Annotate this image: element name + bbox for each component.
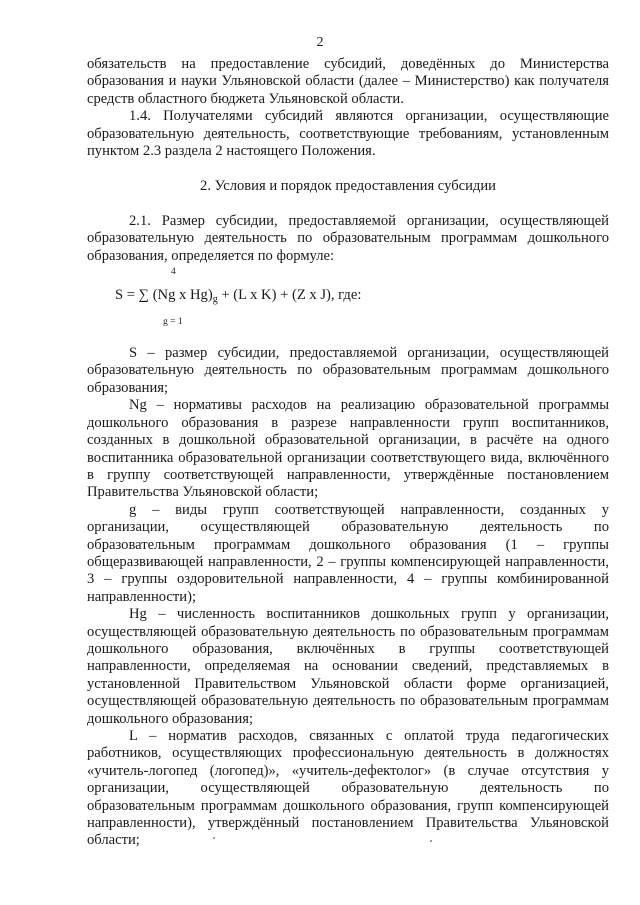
- definition-g: g – виды групп соответствующей направленности, созданных у организации, осуществляющей образовательную деятельность по образовательным программам дошкольного образования (1 – группы общеразвивающей направленности, 2 – группы компенсирующей направленности, 3 – группы оздоровительной направленности, 4 – группы комбинированной направленности);: [87, 501, 609, 605]
- definition-ng: Ng – нормативы расходов на реализацию образовательной программы дошкольного образования в разрезе направленности групп воспитанников, созданных в дошкольной образовательной организации, в расчёте на одного воспитанника образовательной организации соответствующего вида, включённого в группу соответствующей направленности, утверждённые постановлением Правительства Ульяновской области;: [87, 397, 609, 501]
- page-number: 2: [316, 35, 324, 50]
- formula-upper-limit: 4: [171, 267, 176, 278]
- paragraph-1-4: 1.4. Получателями субсидий являются организации, осуществляющие образовательную деятельность, соответствующие требованиям, установленным пунктом 2.3 раздела 2 настоящего Положения.: [87, 108, 609, 160]
- formula-expression: [115, 287, 361, 308]
- paragraph-2-1: 2.1. Размер субсидии, предоставляемой организации, осуществляющей образовательную деятельность по образовательным программам дошкольного образования, определяется по формуле:: [87, 212, 609, 264]
- formula-subscript: g: [212, 294, 218, 306]
- subsidy-formula: [115, 265, 609, 335]
- scan-speck: [430, 840, 432, 842]
- document-body: [87, 56, 609, 850]
- section-heading: 2. Условия и порядок предоставления субсидии: [200, 178, 496, 195]
- paragraph-obligations: обязательств на предоставление субсидий, доведённых до Министерства образования и науки Ульяновской области (далее – Министерство) как получателя средств областного бюджета Ульяновской области.: [87, 56, 609, 107]
- definition-hg: Hg – численность воспитанников дошкольных групп у организации, осуществляющей образовательную деятельность по образовательным программам дошкольного образования, включённых в группы соответствующей направленности, определяемая на основании сведений, представляемых в установленной Правительством Ульяновской области форме организацией, осуществляющей образовательную деятельность по образовательным программам дошкольного образования;: [87, 606, 609, 727]
- formula-rhs: + (L x K) + (Z x J), где:: [217, 287, 362, 304]
- formula-lhs: S = ∑ (Ng x Hg): [115, 287, 213, 304]
- scan-speck: [213, 837, 215, 839]
- definition-l: L – норматив расходов, связанных с оплатой труда педагогических работников, осуществляющих профессиональную деятельность в должностях «учитель-логопед (логопед)», «учитель-дефектолог» (в случае отсутствия у организации, осуществляющей образовательную деятельность по образовательным программам дошкольного образования, групп компенсирующей направленности), утверждённый постановлением Правительства Ульяновской области;: [87, 728, 609, 849]
- formula-lower-limit: g = 1: [163, 317, 183, 328]
- definition-s: S – размер субсидии, предоставляемой организации, осуществляющей образовательную деятельность по образовательным программам дошкольного образования;: [87, 345, 609, 396]
